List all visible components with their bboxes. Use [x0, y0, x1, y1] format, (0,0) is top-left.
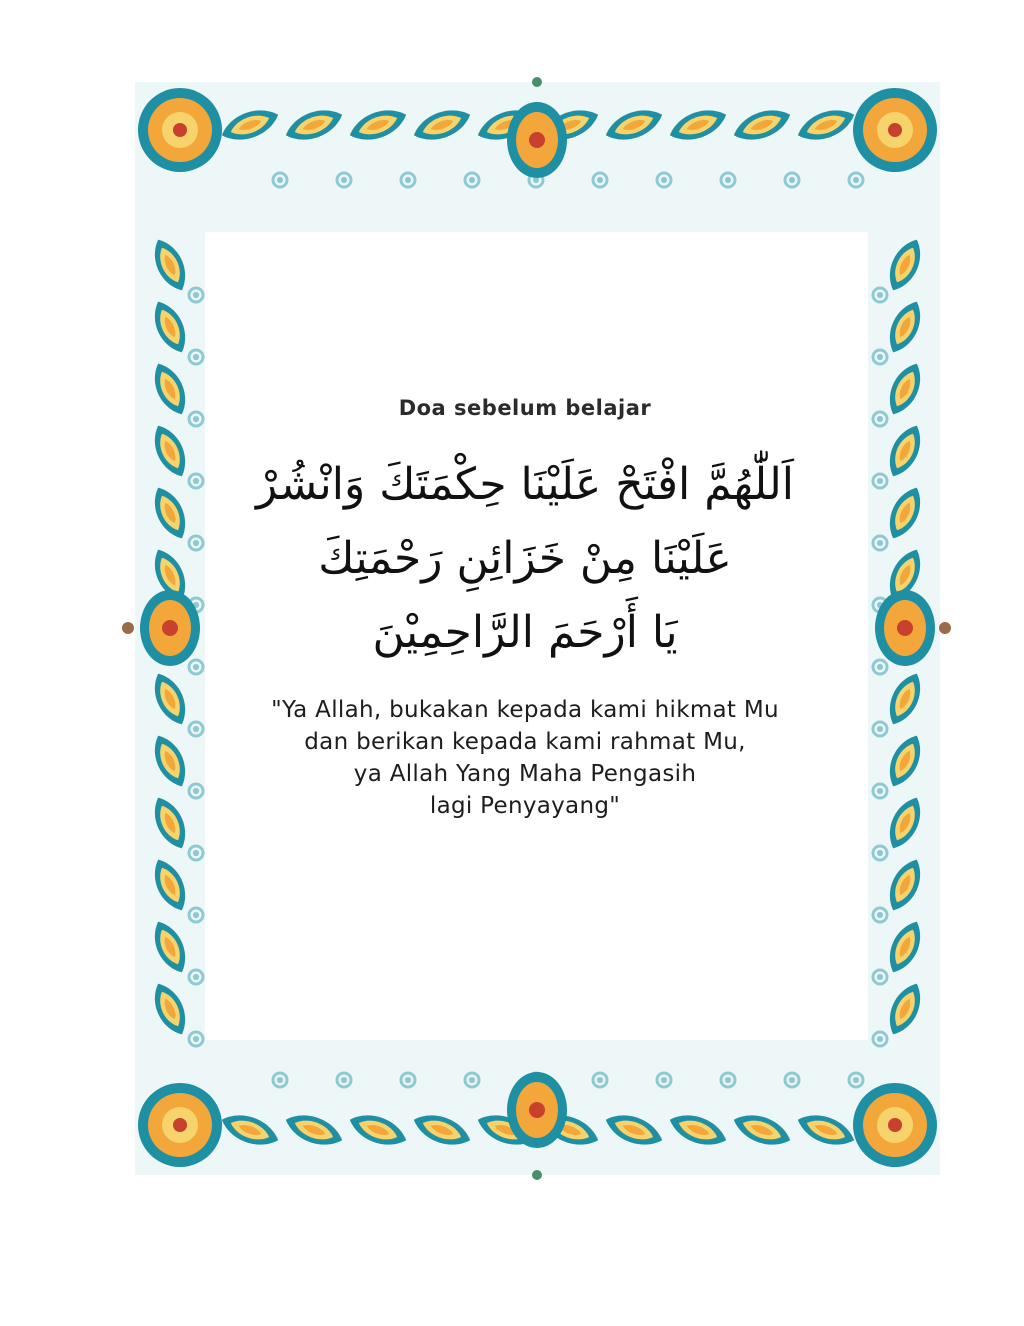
border-curl-top-7-dot	[725, 177, 731, 183]
corner-medallion-center-br	[888, 1118, 902, 1132]
border-curl-right-0-dot	[877, 292, 883, 298]
border-curl-left-8-dot	[193, 788, 199, 794]
border-curl-bottom-0-dot	[277, 1077, 283, 1083]
translation-line-2: dan berikan kepada kami rahmat Mu,	[304, 729, 746, 755]
translation-line-4: lagi Penyayang"	[429, 793, 621, 819]
border-curl-right-10-dot	[877, 912, 883, 918]
border-curl-left-2-dot	[193, 416, 199, 422]
border-curl-top-8-dot	[789, 177, 795, 183]
border-curl-top-0-dot	[277, 177, 283, 183]
border-curl-right-1-dot	[877, 354, 883, 360]
spur-left	[122, 622, 134, 634]
corner-medallion-center-bl	[173, 1118, 187, 1132]
translation-line-3: ya Allah Yang Maha Pengasih	[353, 761, 697, 787]
border-curl-bottom-7-dot	[725, 1077, 731, 1083]
mid-medallion-center-right	[897, 620, 913, 636]
border-curl-right-11-dot	[877, 974, 883, 980]
border-curl-left-9-dot	[193, 850, 199, 856]
border-curl-left-6-dot	[193, 664, 199, 670]
border-curl-right-2-dot	[877, 416, 883, 422]
border-curl-bottom-3-dot	[469, 1077, 475, 1083]
border-curl-top-1-dot	[341, 177, 347, 183]
border-curl-left-3-dot	[193, 478, 199, 484]
page-title: Doa sebelum belajar	[398, 396, 652, 420]
border-curl-right-3-dot	[877, 478, 883, 484]
border-curl-left-11-dot	[193, 974, 199, 980]
translation-text	[205, 694, 845, 822]
border-curl-bottom-1-dot	[341, 1077, 347, 1083]
arabic-line-2: عَلَيْنَا مِنْ خَزَائِنِ رَحْمَتِكَ	[318, 533, 732, 584]
border-curl-top-6-dot	[661, 177, 667, 183]
border-curl-left-4-dot	[193, 540, 199, 546]
border-curl-bottom-6-dot	[661, 1077, 667, 1083]
border-curl-bottom-2-dot	[405, 1077, 411, 1083]
border-curl-top-9-dot	[853, 177, 859, 183]
border-curl-right-12-dot	[877, 1036, 883, 1042]
border-curl-left-10-dot	[193, 912, 199, 918]
spur-top	[532, 77, 542, 87]
border-curl-left-7-dot	[193, 726, 199, 732]
border-curl-right-9-dot	[877, 850, 883, 856]
border-curl-bottom-5-dot	[597, 1077, 603, 1083]
corner-medallion-center-tr	[888, 123, 902, 137]
border-curl-right-6-dot	[877, 664, 883, 670]
mid-medallion-center-left	[162, 620, 178, 636]
prayer-content	[205, 380, 845, 822]
mid-medallion-center-top	[529, 132, 545, 148]
border-curl-right-7-dot	[877, 726, 883, 732]
spur-bottom	[532, 1170, 542, 1180]
border-curl-bottom-9-dot	[853, 1077, 859, 1083]
border-curl-left-0-dot	[193, 292, 199, 298]
spur-right	[939, 622, 951, 634]
arabic-line-3: يَا أَرْحَمَ الرَّاحِمِيْنَ	[372, 607, 678, 658]
border-curl-top-2-dot	[405, 177, 411, 183]
corner-medallion-center-tl	[173, 123, 187, 137]
border-curl-top-3-dot	[469, 177, 475, 183]
border-curl-left-1-dot	[193, 354, 199, 360]
border-curl-right-4-dot	[877, 540, 883, 546]
arabic-line-1: اَللّٰهُمَّ افْتَحْ عَلَيْنَا حِكْمَتَكَ وَانْشُرْ	[256, 459, 794, 510]
border-curl-top-5-dot	[597, 177, 603, 183]
border-curl-left-12-dot	[193, 1036, 199, 1042]
translation-line-1: "Ya Allah, bukakan kepada kami hikmat Mu	[271, 697, 779, 723]
arabic-prayer	[205, 448, 845, 670]
border-curl-bottom-8-dot	[789, 1077, 795, 1083]
border-curl-right-8-dot	[877, 788, 883, 794]
mid-medallion-center-bottom	[529, 1102, 545, 1118]
